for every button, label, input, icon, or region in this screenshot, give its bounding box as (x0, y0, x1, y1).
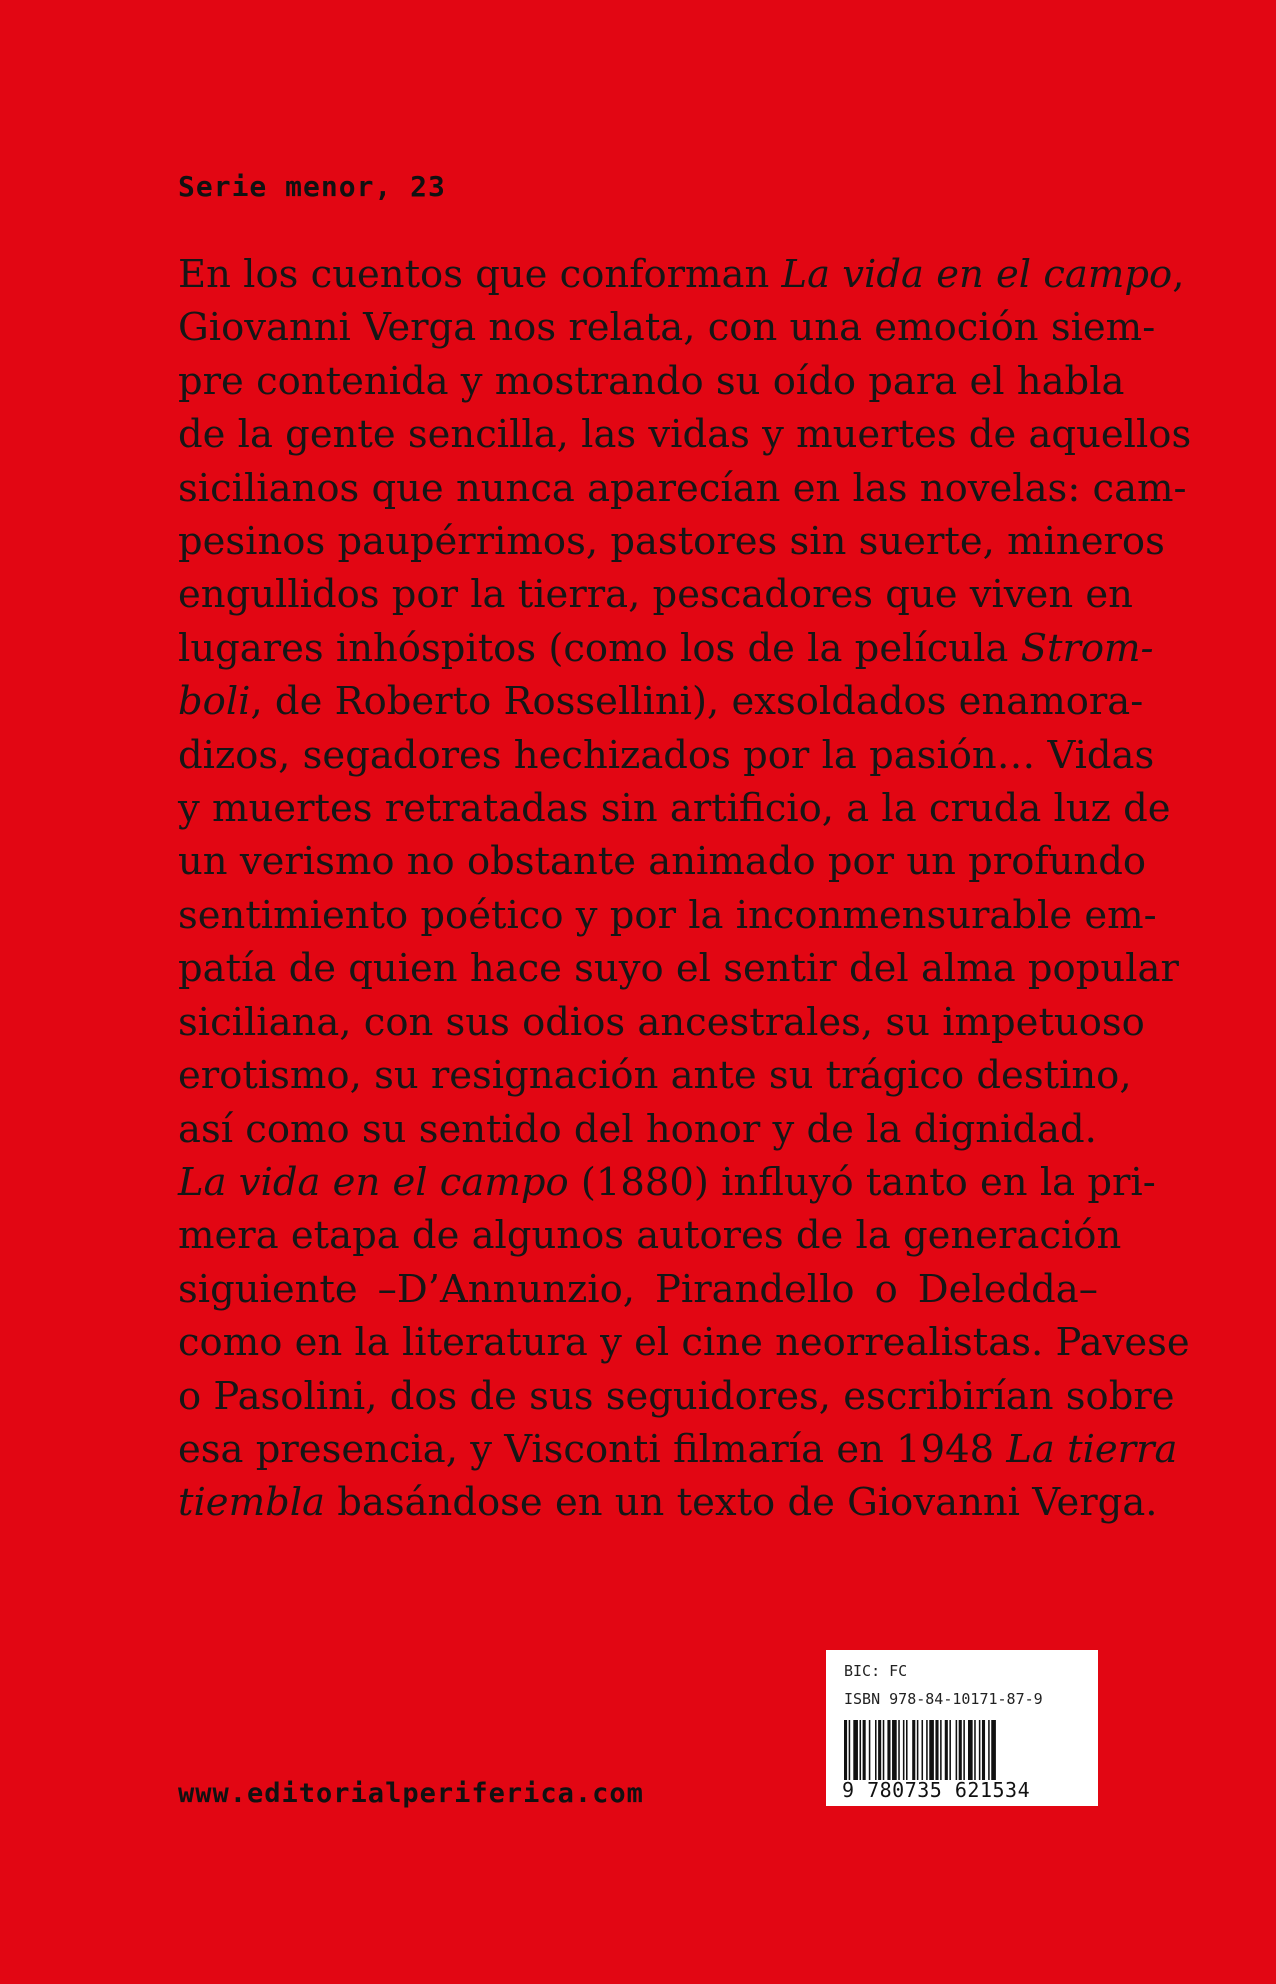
barcode-bar (945, 1720, 948, 1780)
blurb-line (178, 248, 1185, 301)
blurb-line (178, 1476, 1158, 1529)
blurb-line (178, 996, 1145, 1049)
barcode-bar (974, 1720, 976, 1780)
blurb-line (178, 835, 1147, 888)
blurb-text-run: lugares inhóspitos (como los de la película (178, 625, 1021, 671)
blurb-text-run: como en la literatura y el cine neorrealistas. Pavese (178, 1320, 1190, 1366)
blurb-line (178, 568, 1133, 621)
italic-title: La tierra (1006, 1426, 1178, 1472)
blurb-line (178, 301, 1156, 354)
barcode-bar (883, 1720, 885, 1780)
blurb-text-run: erotismo, su resignación ante su trágico destino, (178, 1053, 1132, 1099)
barcode-bar (912, 1720, 915, 1780)
blurb-text-run: (1880) influyó tanto en la pri- (568, 1159, 1156, 1205)
barcode-bar (988, 1720, 990, 1780)
blurb-line (178, 1049, 1132, 1102)
barcode-bar (878, 1720, 881, 1780)
italic-title: tiembla (178, 1480, 325, 1526)
barcode-bar (968, 1720, 973, 1780)
blurb-text-run: dizos, segadores hechizados por la pasión… Vidas (178, 732, 1155, 778)
blurb-text-run: sentimiento poético y por la inconmensurable em- (178, 892, 1157, 938)
blurb-line (178, 515, 1165, 568)
italic-title: La vida en el campo (781, 252, 1173, 297)
blurb-line (178, 1209, 1122, 1262)
blurb-text-run: , de Roberto Rossellini), exsoldados enamora- (250, 679, 1144, 725)
barcode-bar (929, 1720, 934, 1780)
blurb-text-run: siguiente –D’Annunzio, Pirandello o Deledda– (178, 1266, 1098, 1312)
barcode-bar (898, 1720, 900, 1780)
blurb-line (178, 462, 1187, 515)
blurb-text-run: un verismo no obstante animado por un profundo (178, 839, 1147, 885)
blurb-text-run: basándose en un texto de Giovanni Verga. (325, 1480, 1158, 1526)
barcode-bar (940, 1720, 942, 1780)
blurb-text-run: o Pasolini, dos de sus seguidores, escribirían sobre (178, 1373, 1175, 1419)
barcode-bars (844, 1720, 1080, 1780)
blurb-text-run: pre contenida y mostrando su oído para el habla (178, 358, 1125, 404)
barcode-bar (926, 1720, 928, 1780)
italic-title: boli (178, 679, 251, 725)
blurb-text-run: pesinos paupérrimos, pastores sin suerte, mineros (178, 519, 1165, 565)
blurb-line (178, 622, 1154, 675)
blurb-line (178, 1370, 1175, 1423)
barcode-bar (903, 1720, 905, 1780)
italic-title: La vida en el campo (178, 1159, 569, 1205)
blurb-text-run: patía de quien hace suyo el sentir del alma popular (178, 946, 1179, 992)
bic-code: BIC: FC (844, 1662, 908, 1680)
blurb-line (178, 355, 1125, 408)
barcode-bar (991, 1720, 996, 1780)
barcode-bar (875, 1720, 877, 1780)
blurb-text-run: esa presencia, y Visconti filmaría en 1948 (178, 1426, 1007, 1472)
blurb-line (178, 408, 1192, 461)
blurb-line (178, 675, 1144, 728)
barcode-bar (963, 1720, 965, 1780)
blurb-text-run: , (1172, 252, 1185, 297)
series-label: Serie menor, 23 (178, 170, 446, 203)
blurb-text-run: engullidos por la tierra, pescadores que viven en (178, 572, 1133, 618)
blurb-text-run: sicilianos que nunca aparecían en las novelas: cam- (178, 465, 1187, 511)
barcode-bar (892, 1720, 897, 1780)
blurb-line (178, 782, 1171, 835)
barcode-bar (849, 1720, 851, 1780)
blurb-text-run: siciliana, con sus odios ancestrales, su impetuoso (178, 999, 1145, 1045)
publisher-website: www.editorialperiferica.com (178, 1778, 644, 1809)
blurb-line (178, 889, 1157, 942)
barcode-bar (853, 1720, 858, 1780)
blurb-line (178, 942, 1179, 995)
blurb-text-run: Giovanni Verga nos relata, con una emoción siem- (178, 305, 1156, 351)
barcode-number: 9 780735 621534 (842, 1778, 1031, 1802)
barcode-bar (906, 1720, 908, 1780)
blurb-text (178, 248, 1192, 1530)
barcode-bar (917, 1720, 919, 1780)
blurb-text-run: y muertes retratadas sin artificio, a la cruda luz de (178, 786, 1171, 832)
barcode-panel (826, 1650, 1098, 1806)
barcode-bar (959, 1720, 962, 1780)
barcode-bar (922, 1720, 924, 1780)
blurb-text-run: de la gente sencilla, las vidas y muertes de aquellos (178, 412, 1192, 458)
blurb-line (178, 1156, 1156, 1209)
barcode-bar (863, 1720, 866, 1780)
blurb-line (178, 1263, 1098, 1316)
barcode-bar (887, 1720, 890, 1780)
blurb-text-run: En los cuentos que conforman (178, 252, 782, 297)
isbn-text: ISBN 978-84-10171-87-9 (844, 1690, 1043, 1708)
blurb-line (178, 729, 1155, 782)
blurb-line (178, 1103, 1098, 1156)
italic-title: Strom- (1020, 625, 1154, 671)
barcode-bar (935, 1720, 938, 1780)
barcode-bar (844, 1720, 847, 1780)
blurb-text-run: así como su sentido del honor y de la dignidad. (178, 1106, 1097, 1152)
barcode-bar (860, 1720, 862, 1780)
barcode-bar (956, 1720, 958, 1780)
barcode-bar (949, 1720, 951, 1780)
blurb-text-run: mera etapa de algunos autores de la generación (178, 1213, 1122, 1259)
barcode-bar (869, 1720, 871, 1780)
barcode-bar (982, 1720, 985, 1780)
blurb-line (178, 1316, 1190, 1369)
barcode-bar (979, 1720, 981, 1780)
blurb-line (178, 1423, 1178, 1476)
